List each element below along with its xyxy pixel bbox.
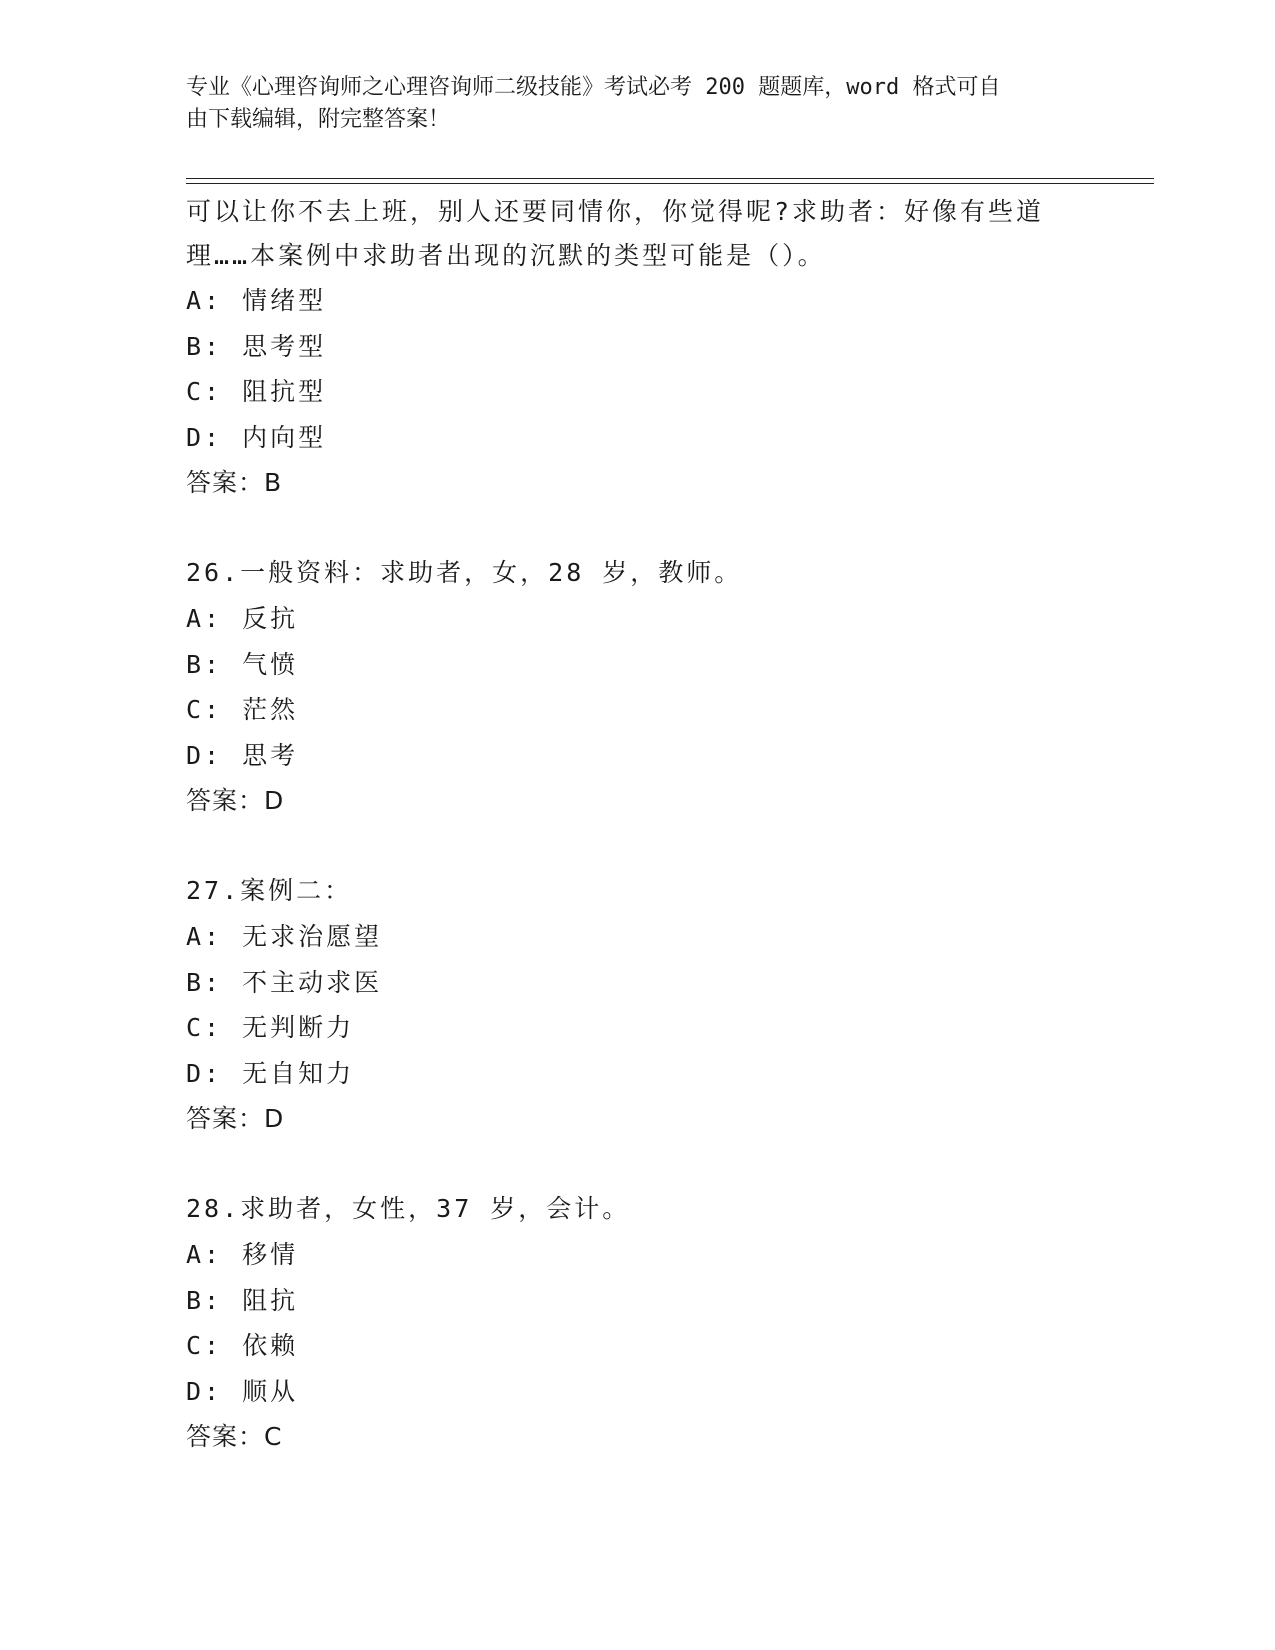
header-divider-top <box>186 178 1154 179</box>
option-key: B: <box>186 967 223 997</box>
option-key: C: <box>186 377 223 406</box>
option-key: D: <box>186 1376 223 1406</box>
option-b <box>186 960 1086 1006</box>
option-key: D: <box>186 422 223 452</box>
question-list <box>186 190 1086 1460</box>
option-b <box>186 642 1086 688</box>
question-block <box>186 550 1086 824</box>
option-b <box>186 324 1086 370</box>
option-key: B: <box>186 1285 223 1315</box>
question-stem-line: 可以让你不去上班，别人还要同情你，你觉得呢?求助者：好像有些道 <box>186 197 1045 226</box>
option-text: 内向型 <box>242 422 327 452</box>
question-block <box>186 190 1086 506</box>
header-line-2: 由下载编辑，附完整答案！ <box>186 107 451 132</box>
option-key: C: <box>186 695 223 724</box>
option-d <box>186 1051 1086 1097</box>
option-key: A: <box>186 604 223 633</box>
question-title: 26.一般资料：求助者，女，28 岁，教师。 <box>186 558 743 587</box>
question-block <box>186 1186 1086 1460</box>
option-d <box>186 1369 1086 1415</box>
option-text: 不主动求医 <box>242 967 383 997</box>
option-a <box>186 596 1086 642</box>
option-a <box>186 914 1086 960</box>
answer-line: 答案：B <box>186 468 283 497</box>
option-c <box>186 687 1086 733</box>
option-text: 无判断力 <box>242 1013 355 1042</box>
header-line-1: 专业《心理咨询师之心理咨询师二级技能》考试必考 200 题题库，word 格式可自 <box>186 75 1001 100</box>
question-title: 28.求助者，女性，37 岁，会计。 <box>186 1194 631 1223</box>
option-key: C: <box>186 1013 223 1042</box>
option-text: 移情 <box>242 1240 299 1269</box>
answer-line: 答案：D <box>186 1104 285 1133</box>
option-a <box>186 1232 1086 1278</box>
option-text: 思考型 <box>242 331 327 361</box>
option-key: D: <box>186 740 223 770</box>
option-text: 阻抗型 <box>242 377 327 406</box>
option-key: B: <box>186 331 223 361</box>
option-d <box>186 733 1086 779</box>
option-text: 情绪型 <box>242 286 327 315</box>
option-text: 顺从 <box>242 1376 299 1406</box>
option-text: 茫然 <box>242 695 299 724</box>
option-text: 依赖 <box>242 1331 299 1360</box>
header-divider-bottom <box>186 183 1154 184</box>
question-stem-line: 理……本案例中求助者出现的沉默的类型可能是（）。 <box>186 241 826 270</box>
option-c <box>186 1323 1086 1369</box>
option-text: 反抗 <box>242 604 299 633</box>
option-key: A: <box>186 286 223 315</box>
question-title: 27.案例二： <box>186 876 353 905</box>
option-text: 无自知力 <box>242 1058 355 1088</box>
document-header <box>186 72 1066 136</box>
option-key: C: <box>186 1331 223 1360</box>
option-text: 思考 <box>242 740 299 770</box>
option-key: B: <box>186 649 223 679</box>
option-key: A: <box>186 922 223 951</box>
option-key: D: <box>186 1058 223 1088</box>
option-b <box>186 1278 1086 1324</box>
answer-line: 答案：C <box>186 1422 283 1451</box>
option-key: A: <box>186 1240 223 1269</box>
option-text: 阻抗 <box>242 1285 299 1315</box>
option-text: 气愤 <box>242 649 299 679</box>
option-d <box>186 415 1086 461</box>
question-block <box>186 868 1086 1142</box>
option-text: 无求治愿望 <box>242 922 383 951</box>
option-c <box>186 1005 1086 1051</box>
option-a <box>186 278 1086 324</box>
answer-line: 答案：D <box>186 786 285 815</box>
option-c <box>186 369 1086 415</box>
